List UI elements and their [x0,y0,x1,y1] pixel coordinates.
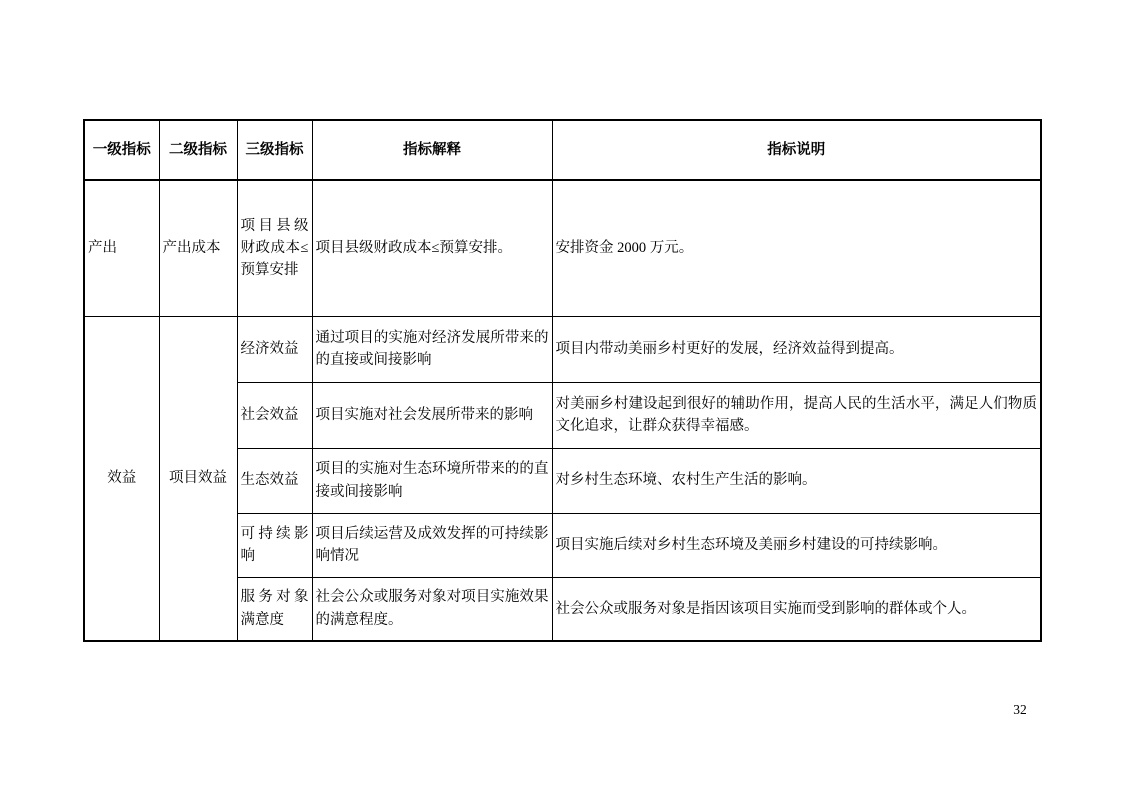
cell-explanation-economic-benefit: 通过项目的实施对经济发展所带来的的直接或间接影响 [312,316,552,382]
cell-description-fiscal-cost: 安排资金 2000 万元。 [552,180,1041,316]
cell-explanation-ecological-benefit: 项目的实施对生态环境所带来的的直接或间接影响 [312,448,552,513]
cell-description-service-satisfaction: 社会公众或服务对象是指因该项目实施而受到影响的群体或个人。 [552,577,1041,641]
cell-explanation-service-satisfaction: 社会公众或服务对象对项目实施效果的满意程度。 [312,577,552,641]
page-number: 32 [1013,702,1027,717]
cell-level2-output-cost: 产出成本 [159,180,237,316]
cell-explanation-social-benefit: 项目实施对社会发展所带来的影响 [312,382,552,448]
cell-level3-social-benefit: 社会效益 [237,382,312,448]
indicator-table [83,119,1042,642]
cell-level3-economic-benefit: 经济效益 [237,316,312,382]
col-header-indicator-description: 指标说明 [552,120,1041,180]
cell-level3-fiscal-cost: 项目县级财政成本≤预算安排 [237,180,312,316]
cell-description-ecological-benefit: 对乡村生态环境、农村生产生活的影响。 [552,448,1041,513]
col-header-level2-indicator: 二级指标 [159,120,237,180]
col-header-indicator-explanation: 指标解释 [312,120,552,180]
table-row-output-cost [84,180,1041,316]
cell-description-social-benefit: 对美丽乡村建设起到很好的辅助作用，提高人民的生活水平，满足人们物质文化追求，让群众获得幸福感。 [552,382,1041,448]
col-header-level1-indicator: 一级指标 [84,120,159,180]
table-header-row [84,120,1041,180]
cell-description-economic-benefit: 项目内带动美丽乡村更好的发展，经济效益得到提高。 [552,316,1041,382]
cell-level3-ecological-benefit: 生态效益 [237,448,312,513]
cell-level3-service-satisfaction: 服务对象满意度 [237,577,312,641]
cell-level1-benefit: 效益 [84,316,159,641]
col-header-level3-indicator: 三级指标 [237,120,312,180]
cell-level2-project-benefit: 项目效益 [159,316,237,641]
cell-description-sustainable-impact: 项目实施后续对乡村生态环境及美丽乡村建设的可持续影响。 [552,513,1041,577]
cell-explanation-fiscal-cost: 项目县级财政成本≤预算安排。 [312,180,552,316]
cell-level1-output: 产出 [84,180,159,316]
table-row-economic-benefit [84,316,1041,382]
cell-level3-sustainable-impact: 可持续影响 [237,513,312,577]
cell-explanation-sustainable-impact: 项目后续运营及成效发挥的可持续影响情况 [312,513,552,577]
